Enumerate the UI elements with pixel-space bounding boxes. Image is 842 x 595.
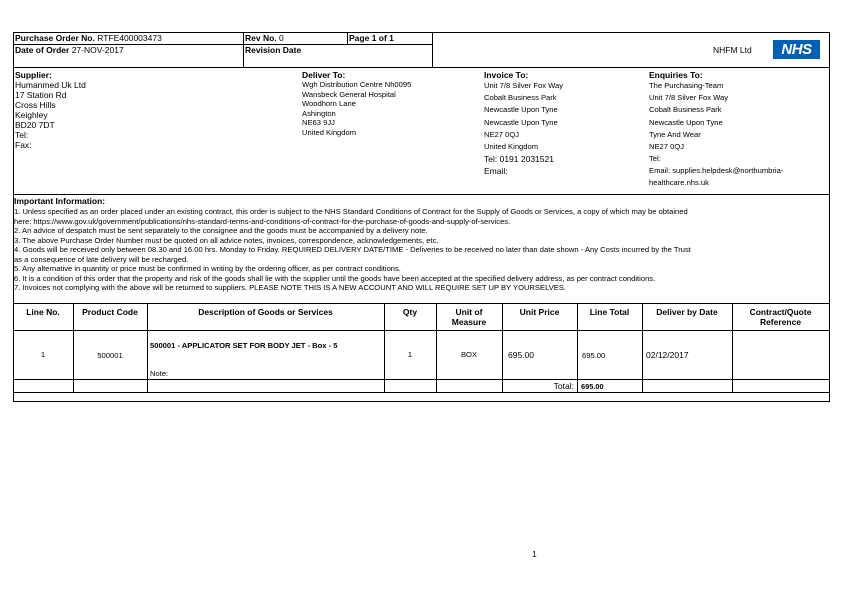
table-line bbox=[13, 303, 829, 304]
info-line: as a consequence of late delivery will be recharged. bbox=[14, 254, 189, 264]
table-line bbox=[13, 392, 829, 393]
info-line: 1. Unless specified as an order placed under an existing contract, this order is subject to the NHS Standard Conditions of Contract for the Supply of Goods or Services, a copy of which may be obtained bbox=[14, 207, 688, 216]
order-date bbox=[15, 45, 124, 55]
cell-note: Note: bbox=[150, 369, 169, 378]
important-label: Important Information: bbox=[14, 196, 106, 206]
table-line bbox=[13, 401, 829, 402]
col-header-line-no: Line No. bbox=[26, 307, 60, 317]
col-header-unit-price: Unit Price bbox=[519, 307, 560, 317]
deliver-line: Wgh Distribution Centre Nh0095 bbox=[302, 80, 412, 89]
border-line bbox=[347, 32, 348, 44]
table-line bbox=[13, 379, 829, 380]
supplier-label: Supplier: bbox=[15, 70, 52, 80]
col-header-qty: Qty bbox=[402, 307, 418, 317]
page-label: Page bbox=[349, 33, 370, 43]
rev-number bbox=[245, 33, 284, 43]
supplier-line: Tel: bbox=[15, 130, 29, 140]
col-header-line-total: Line Total bbox=[589, 307, 630, 317]
info-line: 2. An advice of despatch must be sent separately to the consignee and the goods must be accompanied by a delivery note. bbox=[14, 226, 428, 235]
info-line: 5. Any alternative in quantity or price must be confirmed in writing by the ordering officer, as per contract conditions. bbox=[14, 264, 401, 273]
enquiries-label: Enquiries To: bbox=[649, 70, 703, 80]
border-line bbox=[829, 32, 830, 402]
enquiries-line: Unit 7/8 Silver Fox Way bbox=[649, 93, 729, 103]
col-header-uom bbox=[436, 307, 502, 327]
col-header-uom-line2: Measure bbox=[451, 317, 487, 327]
info-line: 6. It is a condition of this order that the property and risk of the goods shall lie with the supplier until the goods have been accepted at the specified delivery address, as per contract conditions. bbox=[14, 273, 656, 283]
border-line bbox=[432, 32, 433, 67]
enquiries-block bbox=[649, 70, 783, 188]
border-line bbox=[243, 32, 244, 67]
border-line bbox=[13, 67, 829, 68]
invoice-to-label: Invoice To: bbox=[484, 70, 529, 80]
total-label: Total: bbox=[553, 381, 574, 391]
enquiries-line: NE27 0QJ bbox=[649, 142, 685, 152]
deliver-line: Wansbeck General Hospital bbox=[302, 89, 396, 99]
cell-unit-price: 695.00 bbox=[508, 350, 534, 360]
invoice-line: Newcastle Upon Tyne bbox=[484, 117, 558, 127]
invoice-line: Tel: 0191 2031521 bbox=[484, 154, 554, 165]
col-header-uom-line1: Unit of bbox=[455, 307, 483, 317]
supplier-line: Fax: bbox=[15, 140, 32, 150]
nhs-logo: NHS bbox=[773, 40, 820, 59]
enquiries-line: Tyne And Wear bbox=[649, 129, 701, 139]
revision-date-label: Revision Date bbox=[245, 45, 302, 55]
page-number: 1 bbox=[532, 549, 537, 559]
supplier-block bbox=[15, 70, 86, 150]
enquiries-line: The Purchasing-Team bbox=[649, 81, 724, 90]
col-header-contract-line2: Reference bbox=[759, 317, 802, 327]
border-line bbox=[13, 194, 829, 195]
col-header-contract-line1: Contract/Quote bbox=[749, 307, 812, 317]
supplier-line: BD20 7DT bbox=[15, 120, 55, 130]
deliver-to-label: Deliver To: bbox=[302, 70, 346, 80]
po-number bbox=[15, 33, 162, 43]
invoice-line: United Kingdom bbox=[484, 142, 539, 152]
enquiries-line: Tel: bbox=[649, 154, 661, 164]
table-line bbox=[13, 330, 829, 331]
supplier-line: Humanmed Uk Ltd bbox=[15, 80, 86, 90]
deliver-line: Ashington bbox=[302, 108, 336, 118]
po-value: RTFE400003473 bbox=[97, 33, 162, 43]
supplier-line: Cross Hills bbox=[15, 100, 56, 110]
cell-description: 500001 - APPLICATOR SET FOR BODY JET - Box - 5 bbox=[150, 341, 338, 350]
deliver-line: Woodhorn Lane bbox=[302, 99, 356, 109]
deliver-line: NE63 9JJ bbox=[302, 118, 335, 128]
po-label: Purchase Order No. bbox=[15, 33, 95, 43]
cell-product-code: 500001 bbox=[97, 351, 123, 360]
cell-qty: 1 bbox=[407, 350, 413, 359]
enquiries-line: Cobalt Business Park bbox=[649, 105, 722, 115]
info-line[interactable]: here: https://www.gov.uk/government/publications/nhs-standard-terms-and-conditions-of-contract-for-the-purchase-of-goods-and-supply-of-services. bbox=[14, 216, 511, 226]
supplier-line: Keighley bbox=[15, 110, 48, 120]
col-header-deliver-by: Deliver by Date bbox=[656, 307, 718, 317]
deliver-line: United Kingdom bbox=[302, 127, 357, 137]
cell-line-total: 695.00 bbox=[582, 351, 606, 360]
page-indicator bbox=[349, 33, 394, 43]
cell-deliver-by: 02/12/2017 bbox=[646, 350, 689, 360]
invoice-line: NE27 0QJ bbox=[484, 129, 520, 139]
rev-label: Rev No. bbox=[245, 33, 277, 43]
cell-uom: BOX bbox=[460, 350, 478, 359]
col-header-product-code: Product Code bbox=[82, 307, 138, 317]
date-value: 27-NOV-2017 bbox=[71, 45, 124, 55]
deliver-to-block bbox=[302, 70, 411, 138]
enquiries-email-cont[interactable]: healthcare.nhs.uk bbox=[649, 177, 709, 187]
col-header-contract-ref bbox=[732, 307, 829, 327]
info-line: 3. The above Purchase Order Number must be quoted on all advice notes, invoices, correspondence, acknowledgements, etc. bbox=[14, 235, 439, 245]
invoice-line: Cobalt Business Park bbox=[484, 93, 557, 103]
col-header-description: Description of Goods or Services bbox=[198, 307, 333, 317]
rev-value: 0 bbox=[279, 33, 284, 43]
info-line: 7. Invoices not complying with the above will be returned to suppliers. PLEASE NOTE THIS IS A NEW ACCOUNT AND WILL REQUIRE SET UP BY YOURSELVES. bbox=[14, 283, 567, 292]
enquiries-line: Newcastle Upon Tyne bbox=[649, 117, 723, 127]
cell-line-no: 1 bbox=[40, 350, 46, 359]
invoice-to-block bbox=[484, 70, 563, 178]
supplier-line: 17 Station Rd bbox=[15, 90, 67, 100]
invoice-line: Newcastle Upon Tyne bbox=[484, 105, 558, 115]
org-name: NHFM Ltd bbox=[713, 45, 752, 55]
info-line: 4. Goods will be received only between 08.30 and 16.00 hrs. Monday to Friday. REQUIRED DELIVERY DATE/TIME - Deliveries to be received no later than date shown - Any Costs incurred by the Trust bbox=[14, 245, 691, 254]
page-value: 1 of 1 bbox=[371, 33, 394, 43]
total-value: 695.00 bbox=[581, 382, 604, 391]
invoice-line: Email: bbox=[484, 166, 508, 177]
enquiries-email[interactable]: Email: supplies.helpdesk@northumbria- bbox=[649, 166, 784, 176]
date-label: Date of Order bbox=[15, 45, 70, 55]
invoice-line: Unit 7/8 Silver Fox Way bbox=[484, 81, 564, 90]
